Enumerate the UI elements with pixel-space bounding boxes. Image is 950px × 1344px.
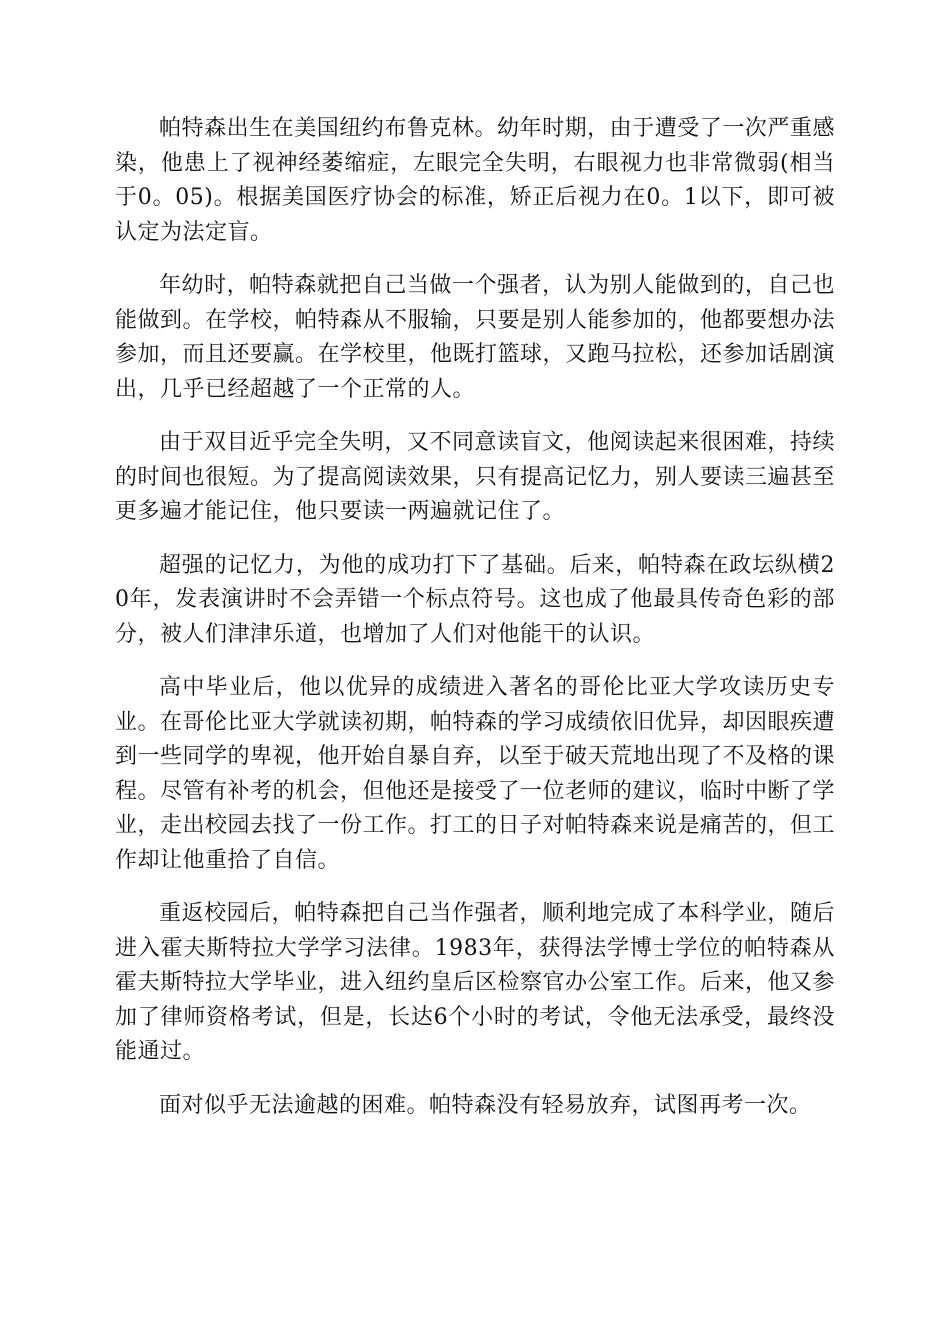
paragraph-5: 高中毕业后，他以优异的成绩进入著名的哥伦比亚大学攻读历史专业。在哥伦比亚大学就读初期，帕特森的学习成绩依旧优异，却因眼疾遭到一些同学的卑视，他开始自暴自弃，以至于破天荒地出现了不及格的课程。尽管有补考的机会，但他还是接受了一位老师的建议，临时中断了学业，走出校园去找了一份工作。打工的日子对帕特森来说是痛苦的，但工作却让他重拾了自信。 — [115, 675, 836, 873]
paragraph-4: 超强的记忆力，为他的成功打下了基础。后来，帕特森在政坛纵横20年，发表演讲时不会弄错一个标点符号。这也成了他最具传奇色彩的部分，被人们津津乐道，也增加了人们对他能干的认识。 — [115, 552, 835, 647]
paragraph-2: 年幼时，帕特森就把自己当做一个强者，认为别人能做到的，自己也能做到。在学校，帕特森从不服输，只要是别人能参加的，他都要想办法参加，而且还要赢。在学校里，他既打篮球，又跑马拉松，还参加话剧演出，几乎已经超越了一个正常的人。 — [115, 273, 836, 402]
paragraph-1: 帕特森出生在美国纽约布鲁克林。幼年时期，由于遭受了一次严重感染，他患上了视神经萎缩症，左眼完全失明，右眼视力也非常微弱(相当于0。05)。根据美国医疗协会的标准，矫正后视力在0。1以下，即可被认定为法定盲。 — [115, 116, 835, 245]
paragraph-6: 重返校园后，帕特森把自己当作强者，顺利地完成了本科学业，随后进入霍夫斯特拉大学学习法律。1983年，获得法学博士学位的帕特森从霍夫斯特拉大学毕业，进入纽约皇后区检察官办公室工作。后来，他又参加了律师资格考试，但是，长达6个小时的考试，令他无法承受，最终没能通过。 — [115, 901, 836, 1064]
document-body — [115, 112, 835, 1142]
paragraph-3: 由于双目近乎完全失明，又不同意读盲文，他阅读起来很困难，持续的时间也很短。为了提高阅读效果，只有提高记忆力，别人要读三遍甚至更多遍才能记住，他只要读一两遍就记住了。 — [115, 430, 836, 524]
paragraph-7: 面对似乎无法逾越的困难。帕特森没有轻易放弃，试图再考一次。 — [159, 1092, 812, 1118]
